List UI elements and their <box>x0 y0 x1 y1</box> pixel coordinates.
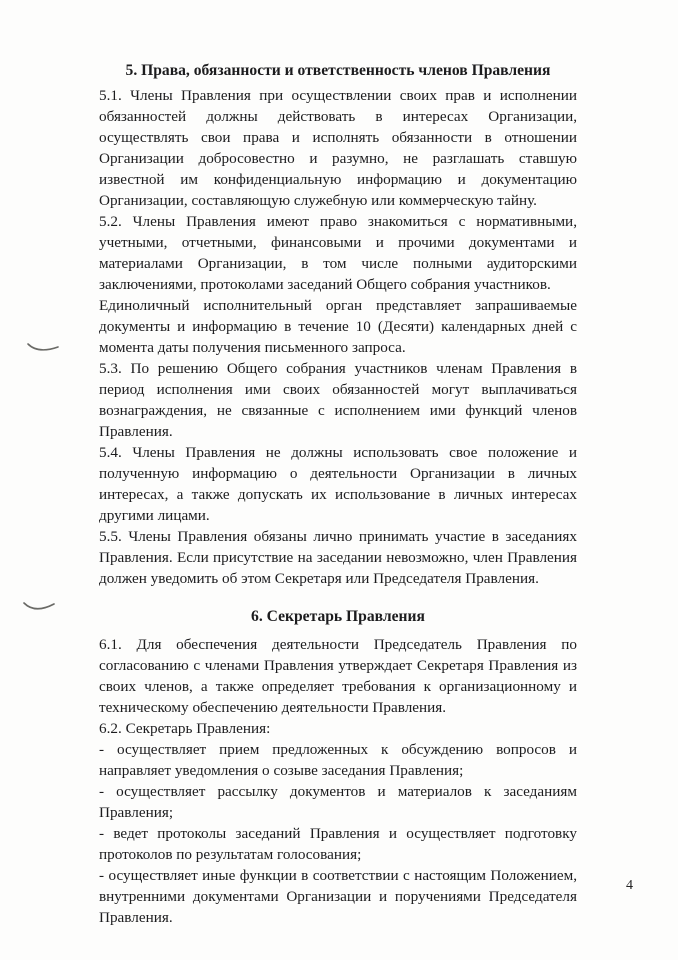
paragraph-6-1: 6.1. Для обеспечения деятельности Председатель Правления по согласованию с членами Правления утверждает Секретаря Правления из своих членов, а также определяет требования к организационному и техническому обеспечению деятельности Правления. <box>99 636 577 716</box>
section-5-heading: 5. Права, обязанности и ответственность членов Правления <box>125 62 551 79</box>
list-item-secretary-duty-4: - осуществляет иные функции в соответствии с настоящим Положением, внутренними документами Организации и поручениями Председателя Правления. <box>99 867 577 926</box>
paragraph-5-2-continuation: Единоличный исполнительный орган представляет запрашиваемые документы и информацию в течение 10 (Десяти) календарных дней с момента даты получения письменного запроса. <box>99 297 577 356</box>
section-6-heading: 6. Секретарь Правления <box>251 608 425 625</box>
list-item-secretary-duty-3: - ведет протоколы заседаний Правления и осуществляет подготовку протоколов по результатам голосования; <box>99 825 577 863</box>
list-item-secretary-duty-2: - осуществляет рассылку документов и материалов к заседаниям Правления; <box>99 783 577 821</box>
scan-mark-artifact <box>22 596 56 616</box>
page-number: 4 <box>626 878 633 893</box>
list-item-secretary-duty-1: - осуществляет прием предложенных к обсуждению вопросов и направляет уведомления о созыве заседания Правления; <box>99 741 577 779</box>
paragraph-5-3: 5.3. По решению Общего собрания участников членам Правления в период исполнения ими своих обязанностей могут выплачиваться вознаграждения, не связанные с исполнением ими функций членов Правления. <box>99 360 577 440</box>
scan-mark-artifact <box>26 338 60 356</box>
paragraph-6-2: 6.2. Секретарь Правления: <box>99 720 271 737</box>
paragraph-5-2: 5.2. Члены Правления имеют право знакомиться с нормативными, учетными, отчетными, финансовыми и прочими документами и материалами Организации, в том числе полными аудиторскими заключениями, протоколами заседаний Общего собрания участников. <box>99 213 577 293</box>
document-body <box>99 60 577 928</box>
paragraph-5-1: 5.1. Члены Правления при осуществлении своих прав и исполнении обязанностей должны действовать в интересах Организации, осуществлять свои права и исполнять обязанности в отношении Организации добросовестно и разумно, не разглашать ставшую известной им конфиденциальную информацию и документацию Организации, составляющую служебную или коммерческую тайну. <box>99 87 577 209</box>
paragraph-5-4: 5.4. Члены Правления не должны использовать свое положение и полученную информацию о деятельности Организации в личных интересах, а также допускать их использование в личных интересах другими лицами. <box>99 444 577 524</box>
paragraph-5-5: 5.5. Члены Правления обязаны лично принимать участие в заседаниях Правления. Если присутствие на заседании невозможно, член Правления должен уведомить об этом Секретаря или Председателя Правления. <box>99 528 577 587</box>
